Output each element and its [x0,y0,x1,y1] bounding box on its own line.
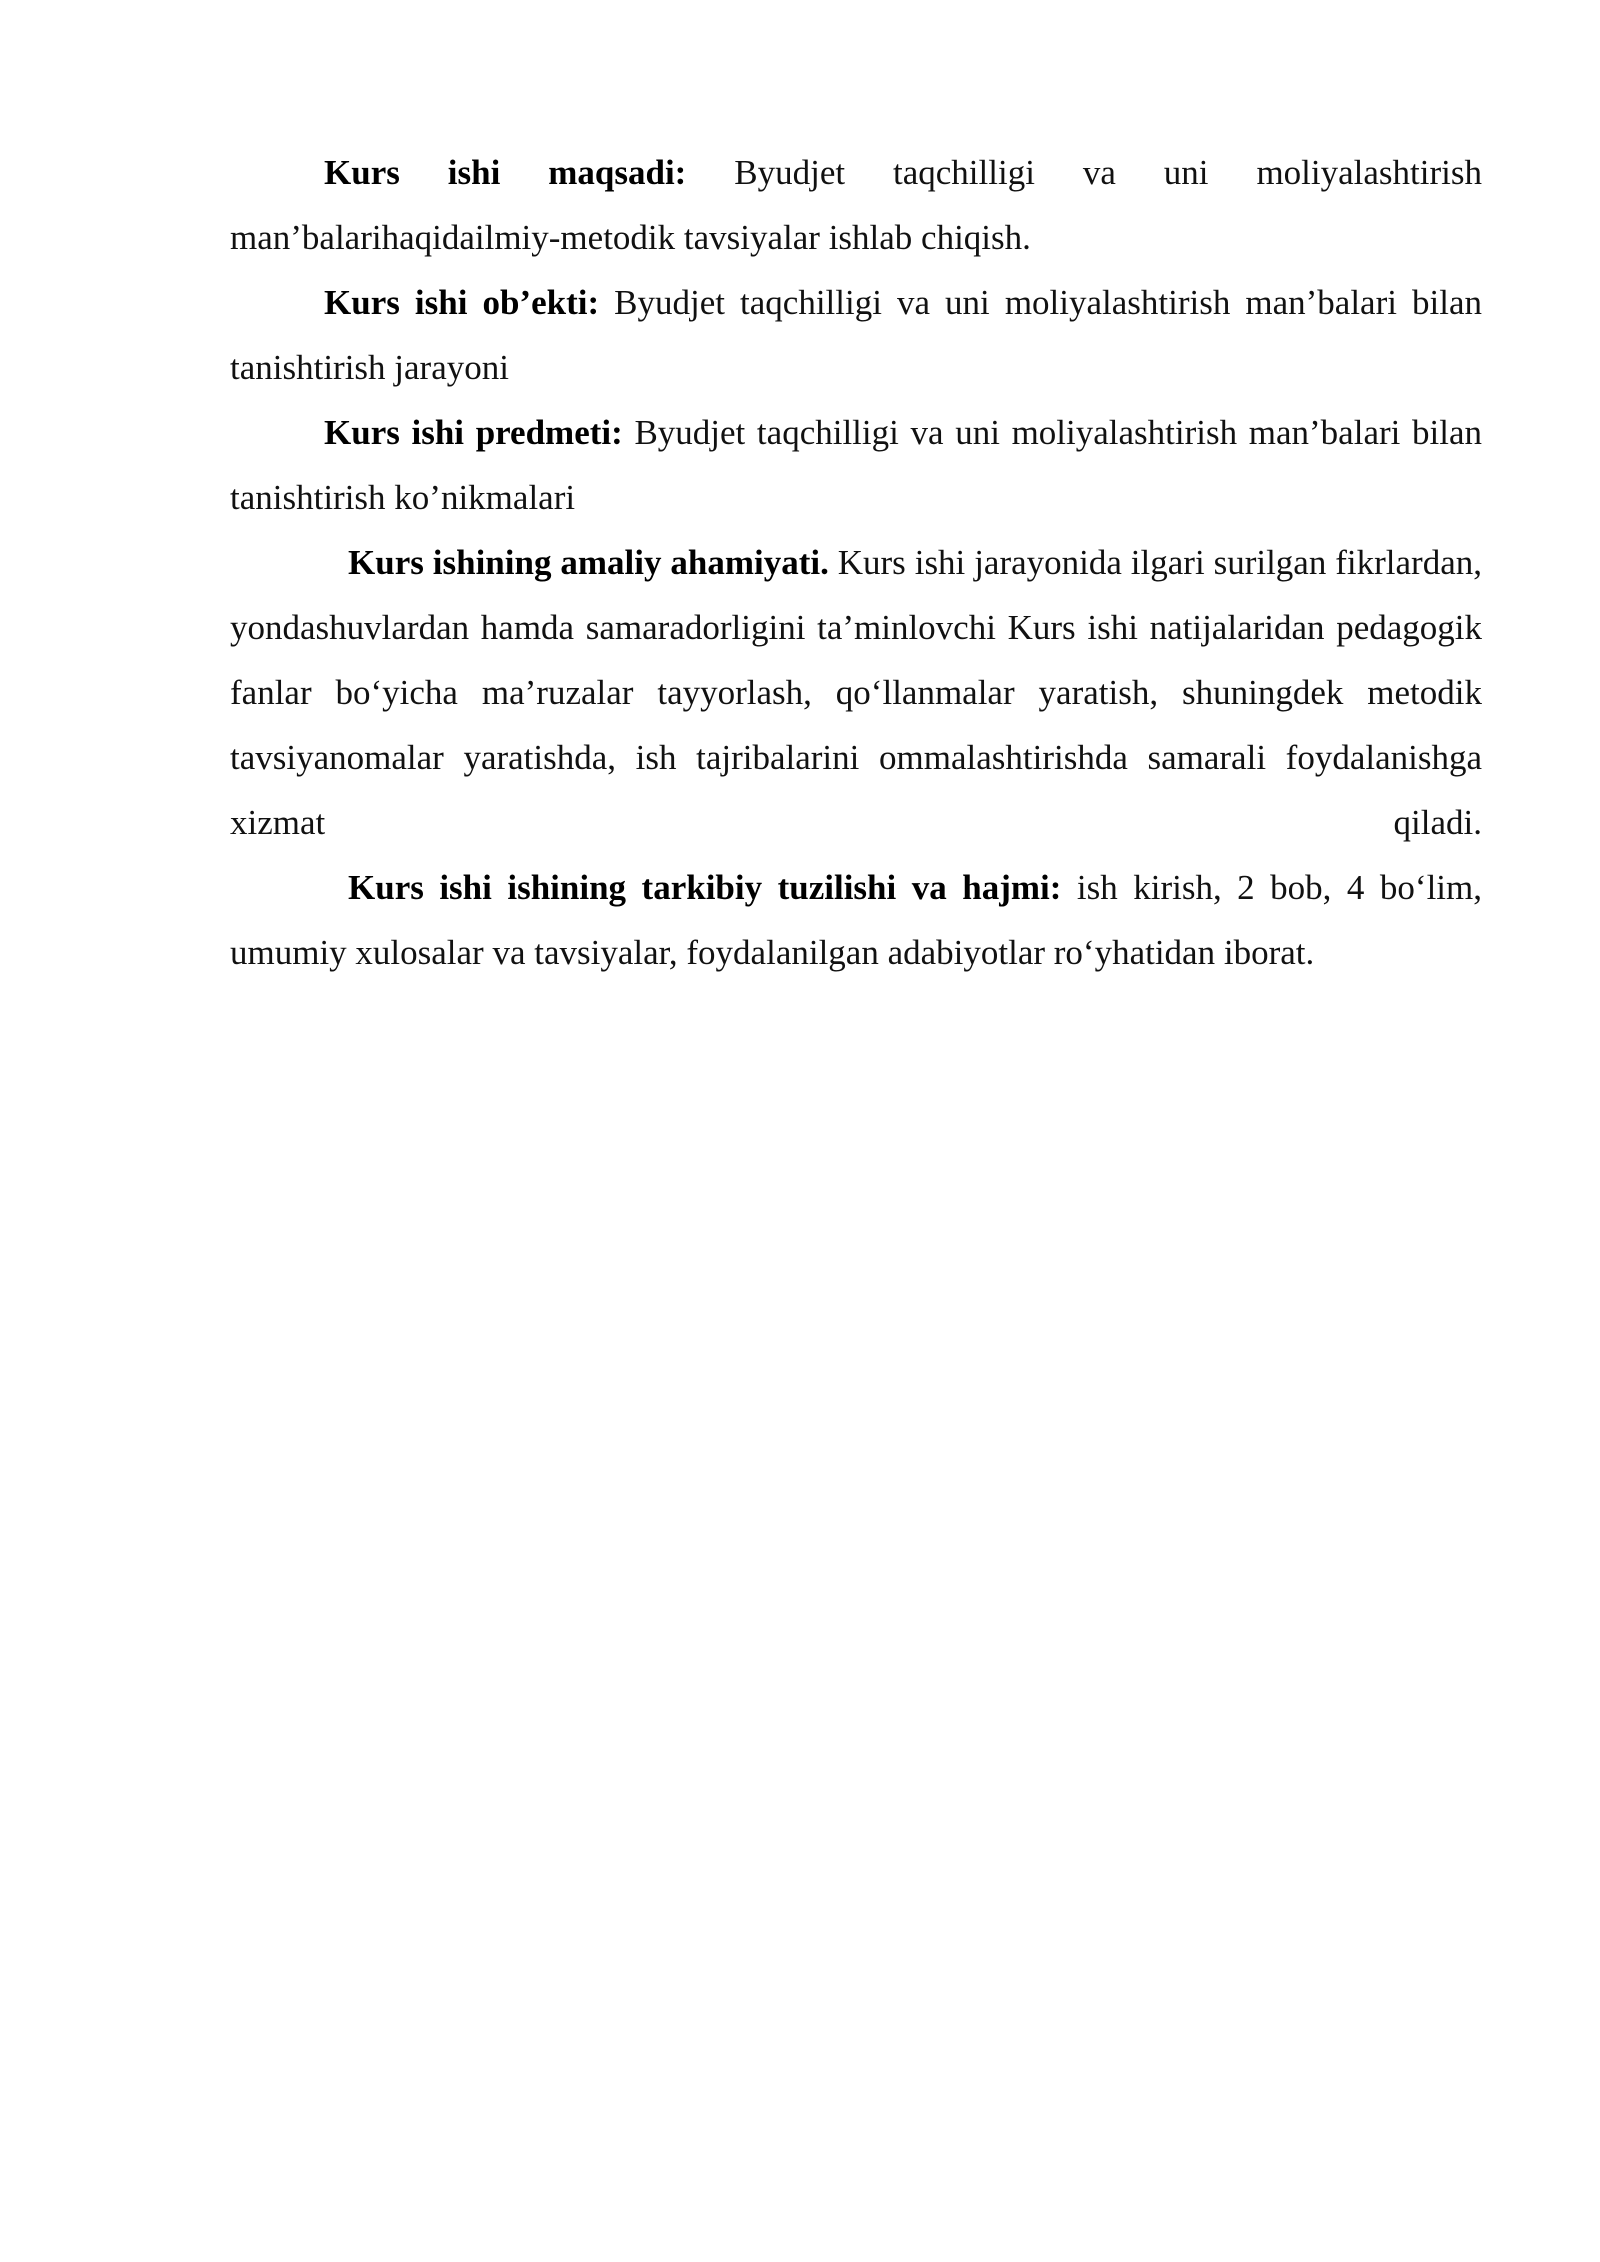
purpose-label: Kurs ishi maqsadi: [324,153,687,192]
purpose-text: Byudjet taqchilligi va uni moliyalashtirish man’balarihaqidailmiy-metodik tavsiyalar ishlab chiqish. [230,153,1482,257]
structure-label: Kurs ishi ishining tarkibiy tuzilishi va hajmi: [348,868,1062,907]
paragraph-structure [230,855,1482,985]
paragraph-subject [230,400,1482,530]
paragraph-object [230,270,1482,400]
paragraph-practical-significance [230,530,1482,855]
practical-significance-label: Kurs ishining amaliy ahamiyati. [348,543,829,582]
practical-significance-text: Kurs ishi jarayonida ilgari surilgan fikrlardan, yondashuvlardan hamda samaradorligini ta’minlovchi Kurs ishi natijalaridan pedagogik fanlar bo‘yicha ma’ruzalar tayyorlash, qo‘llanmalar yaratish, shuningdek metodik tavsiyanomalar yaratishda, ish tajribalarini ommalashtirishda samarali foydalanishga xizmat qiladi. [230,543,1482,842]
subject-text: Byudjet taqchilligi va uni moliyalashtirish man’balari bilan tanishtirish ko’nikmalari [230,413,1482,517]
object-text: Byudjet taqchilligi va uni moliyalashtirish man’balari bilan tanishtirish jarayoni [230,283,1482,387]
paragraph-purpose [230,140,1482,270]
structure-text: ish kirish, 2 bob, 4 bo‘lim, umumiy xulosalar va tavsiyalar, foydalanilgan adabiyotlar ro‘yhatidan iborat. [230,868,1482,972]
object-label: Kurs ishi ob’ekti: [324,283,600,322]
document-body [230,140,1482,985]
subject-label: Kurs ishi predmeti: [324,413,623,452]
